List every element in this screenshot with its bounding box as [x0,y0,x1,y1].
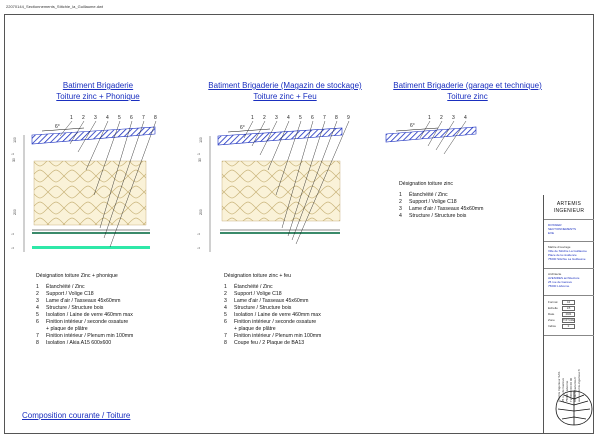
designation-item-number: 4 [399,213,402,219]
slope-arrow-2 [228,129,270,132]
drawing-fields [548,299,575,329]
company-line-2: INGENIEUR [553,208,585,214]
designation-item-text: Finition intérieur / seconde ossature [234,319,317,325]
callout-1-3: 3 [94,115,97,121]
dimension-label-mid-3: 200 [198,209,203,215]
dimension-label-left-3: 200 [12,209,17,215]
section-title-1-line2: Toiture zinc + Phonique [56,92,140,101]
designation-item-number: 3 [399,206,402,212]
project-info: DOSSIER SECTIONNEMENTS EXE [548,223,577,235]
designation-item-number: 5 [36,312,39,318]
insulation-layer-2 [222,161,340,221]
designation-item [36,340,133,347]
roof-section-phonique [24,121,156,252]
designation-item [224,333,321,340]
designation-list-1 [36,273,133,347]
designation-item-text: Lame d'air / Tasseaux 45x60mm [234,298,309,304]
designation-item-text: + plaque de plâtre [234,326,276,332]
insulation-layer-1 [34,161,146,225]
dimension-label-left-1: 1 [10,153,15,155]
designation-item [36,312,133,319]
designation-item [36,291,133,298]
designation-item [224,291,321,298]
designation-item-text: Isolation / Laine de verre 460mm max [234,312,321,318]
designation-item-number: 8 [36,340,39,346]
field-value: 0 [562,324,575,329]
dimension-label-left-5: 1 [10,247,15,249]
callout-1-5: 5 [118,115,121,121]
company-name [548,201,590,215]
callout-2-3: 3 [275,115,278,121]
callout-3-1: 1 [428,115,431,121]
field-value: TOITURE [563,318,575,322]
callout-1-8: 8 [154,115,157,121]
firewall-board-2 [220,232,340,234]
field-value: 1/5 [562,306,575,311]
designation-item-text: Isolation / Akia A15 600x600 [46,340,112,346]
designation-item-number: 4 [36,305,39,311]
acoustic-panel-1 [32,246,150,249]
slope-label-1: 6° [55,124,60,130]
designation-item-number: 8 [224,340,227,346]
designation-item-text: Structure / Structure bois [234,305,292,311]
designation-item-number: 4 [224,305,227,311]
field-row [548,323,575,329]
field-label: Indice [548,324,557,328]
designation-item-text: + plaque de plâtre [46,326,88,332]
callout-1-4: 4 [106,115,109,121]
designation-item-number: 3 [36,298,39,304]
composition-title: Composition courante / Toiture [22,411,131,420]
callout-2-4: 4 [287,115,290,121]
designation-item [224,326,321,333]
designation-item-text: Finition intérieur / Plenum min 100mm [234,333,322,339]
zinc-layer-3 [386,127,476,142]
designation-item [224,340,321,347]
owner-info: Maître d'ouvrage Ville de Stitchie La Guillaume Place de la résidence 75000 Stitchie La Guillaume [548,245,587,261]
callout-1-7: 7 [142,115,145,121]
designation-item-text: Étanchéité / Zinc [234,284,273,290]
designation-item-number: 7 [36,333,39,339]
designation-item-text: Support / Volige C18 [234,291,282,297]
designation-heading-2: Désignation toiture zinc + feu [224,273,292,279]
ceiling-board-1 [32,232,150,234]
callout-2-6: 6 [311,115,314,121]
slope-arrow-1 [42,128,84,131]
designation-item [36,298,133,305]
section-title-1-line1: Batiment Brigaderie [62,81,134,90]
dimension-label-left-0: 100 [12,137,17,143]
designation-item-number: 1 [399,192,402,198]
callout-3-3: 3 [452,115,455,121]
designation-item-text: Coupe feu / 2 Plaque de BA13 [234,340,305,346]
designation-item [224,298,321,305]
dimension-label-mid-5: 1 [196,247,201,249]
callout-1-2: 2 [82,115,85,121]
designation-item [399,192,483,199]
designation-item [36,305,133,312]
designation-item [224,312,321,319]
designation-item-number: 7 [224,333,227,339]
slope-label-2: 6° [240,125,245,131]
designation-item-number: 1 [36,284,39,290]
callout-3-4: 4 [464,115,467,121]
callout-2-5: 5 [299,115,302,121]
designation-item-text: Étanchéité / Zinc [409,192,448,198]
dimension-label-left-2: 30 [11,158,16,162]
designation-item-text: Lame d'air / Tasseaux 45x60mm [46,298,121,304]
designation-item-number: 2 [36,291,39,297]
designation-item [224,319,321,326]
designation-item [224,305,321,312]
designation-item-text: Finition intérieur / Plenum min 100mm [46,333,134,339]
designation-item [399,206,483,213]
designation-item-text: Structure / Structure bois [46,305,104,311]
designation-item [399,213,483,220]
slope-label-3: 6° [410,123,415,129]
field-value: A3 [562,300,575,305]
designation-item-text: Support / Volige C18 [46,291,94,297]
zinc-layer-1 [32,127,155,144]
architect-info: Architecte AVENIRES architecture 25 rue de Genève 75000 Lisbonne [548,272,580,288]
company-address: Artemis Ingenieur SAS 25 rue de Genève 75000 Lisbonne Tél 0000 00 00 00 contact@artemis.fr www.artemis-ingenieur.fr [557,369,581,402]
designation-item-number: 2 [224,291,227,297]
callout-2-1: 1 [251,115,254,121]
roof-section-zinc [386,121,476,154]
designation-list-2 [224,273,321,347]
designation-item-text: Isolation / Laine de verre 460mm max [46,312,133,318]
designation-item-number: 2 [399,199,402,205]
field-value: 2024 [562,312,575,317]
designation-item-text: Finition intérieur / seconde ossature [46,319,129,325]
callout-2-9: 9 [347,115,350,121]
dimension-label-mid-1: 1 [196,153,201,155]
callout-2-7: 7 [323,115,326,121]
designation-heading-1: Désignation toiture Zinc + phonique [36,273,118,279]
section-title-3-line1: Batiment Brigaderie (garage et technique) [393,81,542,90]
company-line-1: ARTEMIS [556,201,582,207]
designation-item [36,319,133,326]
callout-1-1: 1 [70,115,73,121]
file-name: 22070144_Sectionnements_Stitchie_la_Guillaume.dwt [6,4,103,9]
callout-3-2: 2 [440,115,443,121]
field-label: Date [548,312,555,316]
roof-section-feu [210,121,349,252]
callout-2-2: 2 [263,115,266,121]
designation-item [36,326,133,333]
designation-item [36,284,133,291]
designation-item-number: 6 [224,319,227,325]
designation-item-number: 5 [224,312,227,318]
designation-list-3 [399,181,483,220]
section-title-2-line1: Batiment Brigaderie (Magazin de stockage) [208,81,362,90]
dimension-label-mid-2: 30 [197,158,202,162]
designation-item [36,333,133,340]
field-label: Echelle [548,306,558,310]
designation-item-number: 3 [224,298,227,304]
section-title-2-line2: Toiture zinc + Feu [253,92,317,101]
callout-1-6: 6 [130,115,133,121]
section-title-3-line2: Toiture zinc [447,92,488,101]
designation-item [224,284,321,291]
designation-item [399,199,483,206]
dimension-label-mid-4: 1 [196,233,201,235]
designation-item-text: Étanchéité / Zinc [46,284,85,290]
designation-item-text: Lame d'air / Tasseaux 45x60mm [409,206,484,212]
dimension-label-left-4: 1 [10,233,15,235]
callout-2-8: 8 [335,115,338,121]
designation-item-text: Structure / Structure bois [409,213,467,219]
field-label: Zone [548,318,555,322]
designation-item-number: 6 [36,319,39,325]
designation-item-text: Support / Volige C18 [409,199,457,205]
dimension-label-mid-0: 100 [198,137,203,143]
field-label: Format [548,300,558,304]
designation-heading-3: Désignation toiture zinc [399,181,453,187]
designation-item-number: 1 [224,284,227,290]
